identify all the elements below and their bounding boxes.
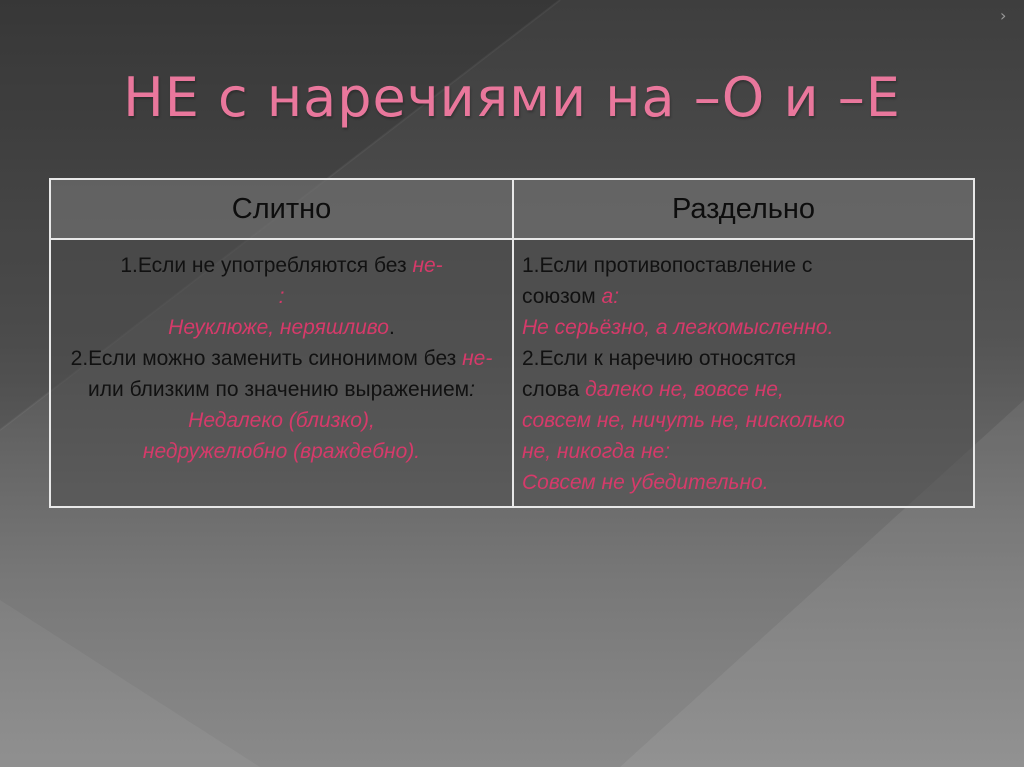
- right-rule-2-line1: 2.Если к наречию относятся: [522, 347, 797, 370]
- left-rule-2: [63, 343, 500, 405]
- left-rule-1-colon: :: [278, 285, 285, 308]
- left-rule-2-text: 2.Если можно заменить синонимом без: [70, 347, 463, 370]
- left-cell: [50, 239, 513, 507]
- left-rule-1-em: не-: [412, 254, 443, 277]
- left-example-1: [63, 312, 500, 343]
- right-rule-2-em-line4: не, никогда не: [522, 440, 665, 463]
- rules-table: [49, 178, 975, 508]
- right-example-2: Совсем не убедительно.: [522, 471, 769, 494]
- right-rule-2-line2: [522, 374, 963, 405]
- bg-facet-corner: [0, 600, 260, 767]
- left-rule-1-text: 1.Если не употребляются без: [120, 254, 413, 277]
- left-example-2-line2: недружелюбно (враждебно).: [142, 440, 421, 463]
- right-cell: [513, 239, 974, 507]
- right-rule-1-line2-text: союзом: [522, 285, 602, 308]
- table-row: [50, 239, 974, 507]
- right-rule-2-colon: :: [664, 440, 671, 463]
- left-rule-2-rest: или близким по значению выражением: [88, 378, 470, 401]
- right-example-1: Не серьёзно, а легкомысленно.: [522, 316, 834, 339]
- right-rule-1-colon: :: [613, 285, 620, 308]
- header-razdelno: Раздельно: [513, 179, 974, 239]
- right-rule-1-em: а: [601, 285, 614, 308]
- left-rule-2-em: не-: [462, 347, 493, 370]
- left-example-1-text: Неуклюже, неряшливо: [168, 316, 389, 339]
- slide-title: НЕ с наречиями на –О и –Е: [123, 66, 901, 129]
- right-rule-1-line2: [522, 281, 963, 312]
- left-example-2-line1: Недалеко (близко),: [188, 409, 375, 432]
- right-rule-2-em-line2: далеко не, вовсе не,: [585, 378, 784, 401]
- right-rule-1-line1: 1.Если противопоставление с: [522, 254, 813, 277]
- right-rule-2-line4: [522, 436, 963, 467]
- left-example-2: [63, 405, 500, 467]
- table-header-row: [50, 179, 974, 239]
- chevron-right-icon: ›: [1000, 6, 1007, 25]
- left-rule-2-colon: :: [469, 378, 475, 401]
- left-example-1-end: .: [388, 316, 395, 339]
- right-rule-2-em-line3: совсем не, ничуть не, нисколько: [522, 409, 845, 432]
- left-rule-1: [63, 250, 500, 312]
- right-rule-2-line2-text: слова: [522, 378, 586, 401]
- header-slitno: Слитно: [50, 179, 513, 239]
